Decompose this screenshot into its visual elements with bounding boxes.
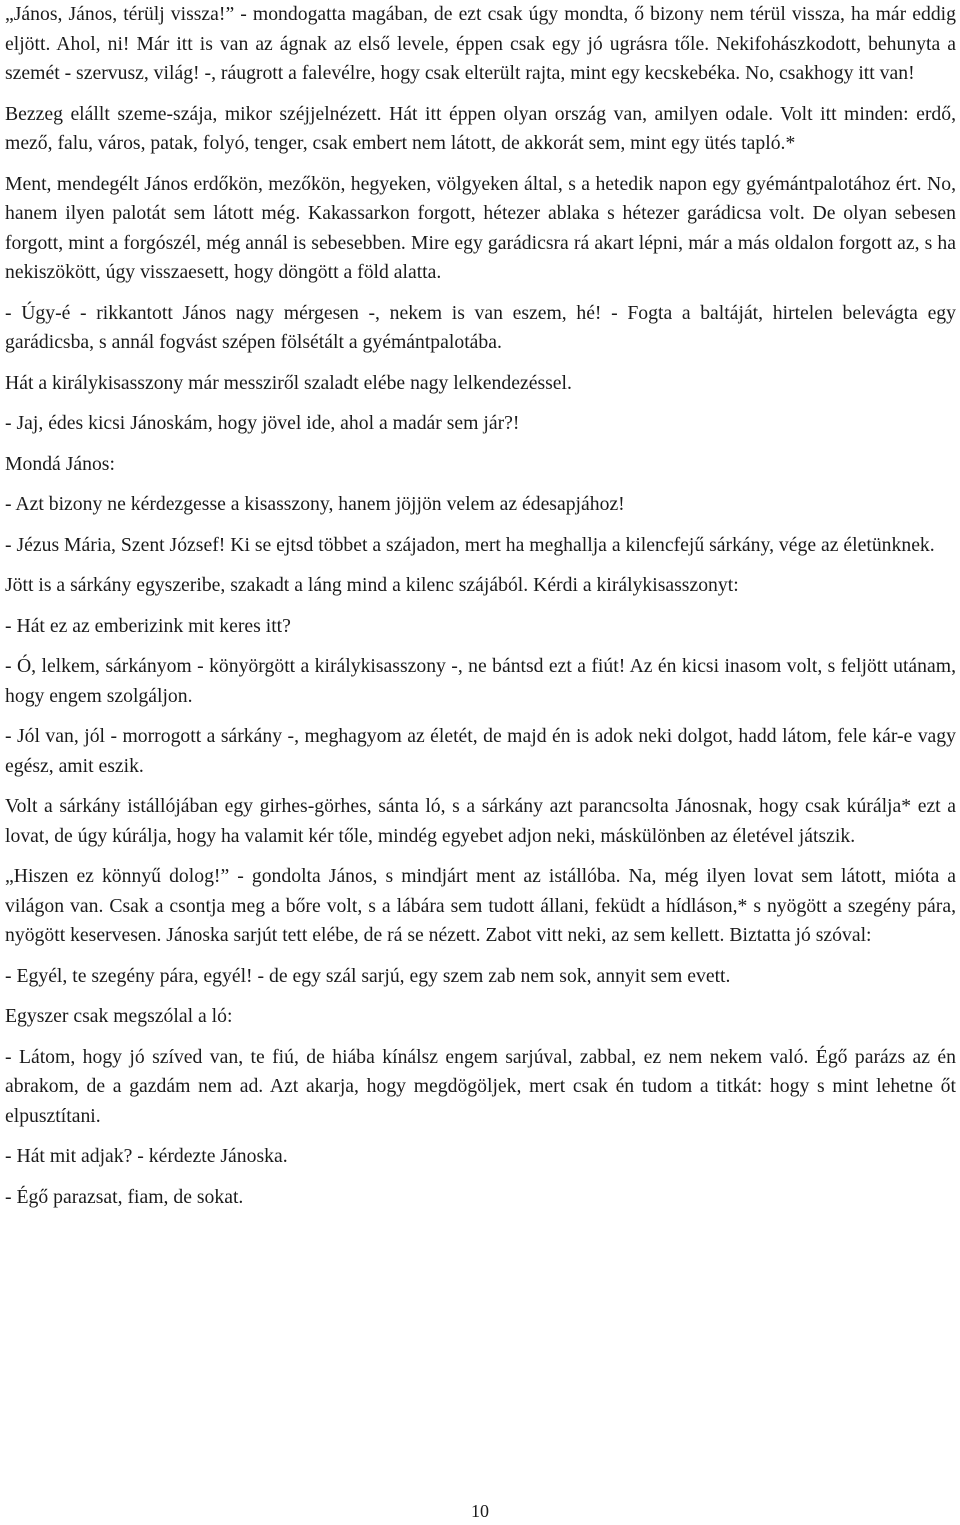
paragraph-6: - Jaj, édes kicsi Jánoskám, hogy jövel ide, ahol a madár sem jár?! <box>5 412 520 434</box>
paragraph-18: - Látom, hogy jó szíved van, te fiú, de hiába kínálsz engem sarjúval, zabbal, ez nem nekem való. Égő parázs az én abrakom, de a gazdám nem ad. Azt akarja, hogy megdögöljek, mert csak én tudom a titkát: hogy s mint lehetne őt elpusztítani. <box>5 1045 956 1127</box>
paragraph-5: Hát a királykisasszony már messziről szaladt elébe nagy lelkendezéssel. <box>5 371 572 394</box>
paragraph-14: Volt a sárkány istállójában egy girhes-görhes, sánta ló, s a sárkány azt parancsolta Jánosnak, hogy csak kúrálja* ezt a lovat, de úgy kúrálja, hogy ha valamit kér tőle, mindég egyebet adjon neki, máskülönben az életével játszik. <box>5 795 956 847</box>
body-text <box>5 0 956 1223</box>
paragraph-10: Jött is a sárkány egyszeribe, szakadt a láng mind a kilenc szájából. Kérdi a királykisasszonyt: <box>5 574 739 596</box>
paragraph-11: - Hát ez az emberizink mit keres itt? <box>5 614 291 637</box>
paragraph-12: - Ó, lelkem, sárkányom - könyörgött a királykisasszony -, ne bántsd ezt a fiút! Az én kicsi inasom volt, s feljött utánam, hogy engem szolgáljon. <box>5 655 956 707</box>
paragraph-2: Bezzeg elállt szeme-szája, mikor széjjelnézett. Hát itt éppen olyan ország van, amilyen odale. Volt itt minden: erdő, mező, falu, város, patak, folyó, tenger, csak embert nem látott, de akkorát sem, mint egy ütés tapló.* <box>5 102 956 154</box>
paragraph-9: - Jézus Mária, Szent József! Ki se ejtsd többet a szájadon, mert ha meghallja a kilencfejű sárkány, vége az életünknek. <box>5 533 935 556</box>
paragraph-16: - Egyél, te szegény pára, egyél! - de egy szál sarjú, egy szem zab nem sok, annyit sem evett. <box>5 964 731 987</box>
paragraph-17: Egyszer csak megszólal a ló: <box>5 1005 233 1027</box>
paragraph-1: „János, János, térülj vissza!” - mondogatta magában, de ezt csak úgy mondta, ő bizony nem térül vissza, ha már eddig eljött. Ahol, ni! Már itt is van az ágnak az első levele, éppen csak egy jó ugrásra tőle. Nekifohászkodott, behunyta a szemét - szervusz, világ! -, ráugrott a falevélre, hogy csak elterült rajta, mint egy kecskebéka. No, csakhogy itt van! <box>5 3 956 84</box>
paragraph-19: - Hát mit adjak? - kérdezte Jánoska. <box>5 1145 288 1167</box>
paragraph-13: - Jól van, jól - morrogott a sárkány -, meghagyom az életét, de majd én is adok neki dolgot, hadd látom, fele kár-e vagy egész, amit eszik. <box>5 725 956 777</box>
paragraph-4: - Úgy-é - rikkantott János nagy mérgesen -, nekem is van eszem, hé! - Fogta a baltáját, hirtelen belevágta egy garádicsba, s annál fogvást szépen fölsétált a gyémántpalotába. <box>5 301 956 353</box>
paragraph-15: „Hiszen ez könnyű dolog!” - gondolta János, s mindjárt ment az istállóba. Na, még ilyen lovat sem látott, mióta a világon van. Csak a csontja meg a bőre volt, s a lábára sem tudott állani, feküdt a hídláson,* s nyögött a szegény pára, nyögött keservesen. Jánoska sarjút tett elébe, de rá se nézett. Zabot vitt neki, az sem kellett. Biztatta jó szóval: <box>5 865 956 946</box>
page-number: 10 <box>471 1501 489 1521</box>
paragraph-8: - Azt bizony ne kérdezgesse a kisasszony, hanem jöjjön velem az édesapjához! <box>5 493 625 515</box>
paragraph-7: Mondá János: <box>5 452 115 475</box>
paragraph-20: - Égő parazsat, fiam, de sokat. <box>5 1185 244 1208</box>
paragraph-3: Ment, mendegélt János erdőkön, mezőkön, hegyeken, völgyeken által, s a hetedik napon egy gyémántpalotához ért. No, hanem ilyen palotát sem látott még. Kakassarkon forgott, hétezer ablaka s hétezer garádicsa volt. De olyan sebesen forgott, mint a forgószél, még annál is sebesebben. Mire egy garádicsra rá akart lépni, már a más oldalon forgott az, s ha nekiszökött, úgy visszaesett, hogy döngött a föld alatta. <box>5 172 956 283</box>
